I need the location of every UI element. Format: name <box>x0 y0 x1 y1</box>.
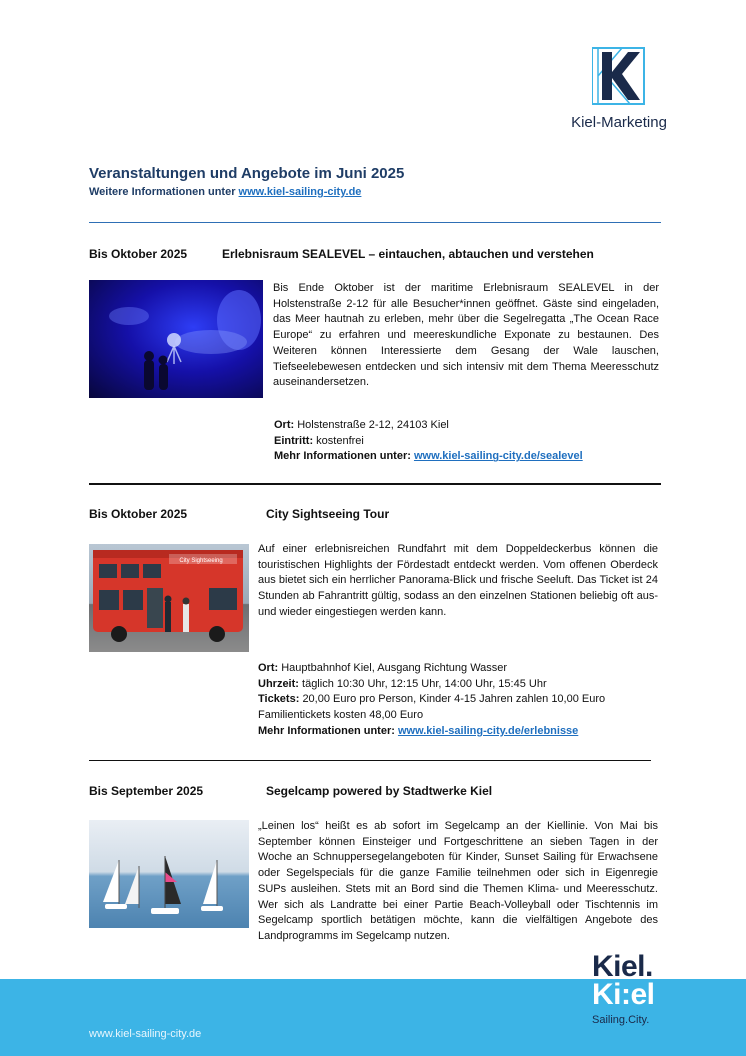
info-label: Mehr Informationen unter: <box>274 450 411 463</box>
ort-label: Ort: <box>258 662 279 674</box>
segelcamp-photo <box>89 820 249 928</box>
kiel-tagline: Sailing.City. <box>592 1014 650 1026</box>
event-1-title: Erlebnisraum SEALEVEL – eintauchen, abtauchen und verstehen <box>222 247 594 261</box>
page-subtitle <box>89 186 361 198</box>
event-2-title: City Sightseeing Tour <box>266 507 390 521</box>
ort-label: Ort: <box>274 419 295 431</box>
subtitle-prefix: Weitere Informationen unter <box>89 186 236 198</box>
footer-url[interactable]: www.kiel-sailing-city.de <box>89 1028 202 1040</box>
logo-text: Kiel-Marketing <box>571 114 667 131</box>
event-1-date: Bis Oktober 2025 <box>89 247 188 261</box>
event-1-eintritt: kostenfrei <box>316 434 364 447</box>
website-link[interactable]: www.kiel-sailing-city.de <box>238 186 362 198</box>
info-label: Mehr Informationen unter: <box>258 724 395 737</box>
tickets-label: Tickets: <box>258 693 300 706</box>
erlebnisse-link[interactable]: www.kiel-sailing-city.de/erlebnisse <box>397 724 579 737</box>
bus-sign-text: City Sightseeing <box>179 558 223 564</box>
event-2-ort: Hauptbahnhof Kiel, Ausgang Richtung Wasser <box>281 662 508 674</box>
page-title: Veranstaltungen und Angebote im Juni 2025 <box>89 165 405 182</box>
event-2-tickets: 20,00 Euro pro Person, Kinder 4-15 Jahren zahlen 10,00 Euro <box>302 693 606 706</box>
event-1-info <box>274 418 583 465</box>
sealevel-photo <box>89 280 263 398</box>
event-2-date: Bis Oktober 2025 <box>89 507 188 521</box>
kiel-sailing-city-logo <box>592 952 678 1026</box>
kiel-brand-top: Kiel. <box>592 950 653 983</box>
eintritt-label: Eintritt: <box>274 434 314 447</box>
kiel-marketing-logo <box>560 46 680 138</box>
event-1-description: Bis Ende Oktober ist der maritime Erlebnisraum SEALEVEL in der Holstenstraße 2-12 für alle Besucher*innen geöffnet. Gäste sind eingeladen, das Meer hautnah zu erleben, mehr über die Segelregatta „The Ocean Race Europe“ zu erfahren und meereskundliche Exponate zu bestaunen. Des Weiteren können Interessierte dem Gesang der Wale lauschen, Tiefseelebewesen entdecken und sich intensiv mit dem Thema Meeresschutz auseinandersetzen. <box>273 282 659 389</box>
sealevel-link[interactable]: www.kiel-sailing-city.de/sealevel <box>413 450 583 463</box>
event-3-date: Bis September 2025 <box>89 784 204 798</box>
event-3-title: Segelcamp powered by Stadtwerke Kiel <box>266 784 493 798</box>
event-3-description: „Leinen los“ heißt es ab sofort im Segelcamp an der Kiellinie. Von Mai bis September können Einsteiger und Fortgeschrittene an sieben Tagen in der Woche an Schnuppersegelangeboten für Kinder, Sunset Sailing für Erwachsene oder Segelspecials für die ganze Familie teilnehmen oder sich in Eigenregie SUPs ausleihen. Stets mit an Bord sind die Themen Klima- und Meeresschutz. Wer sich als Landratte bei einer Partie Beach-Volleyball oder Tischtennis im Segelcamp sportlich betätigen möchte, kann die vielfältigen Angebote des Landprogramms im Segelcamp nutzen. <box>258 820 658 942</box>
event-2-tickets-family: Familientickets kosten 48,00 Euro <box>258 709 424 722</box>
event-2-description: Auf einer erlebnisreichen Rundfahrt mit dem Doppeldeckerbus können die touristischen Highlights der Fördestadt entdeckt werden. Vom offenen Oberdeck aus bietet sich ein herrlicher Panorama-Blick und frische Seeluft. Das Ticket ist 24 Stunden ab Fahrantritt gültig, sodass an den einzelnen Stationen beliebig oft aus- und wieder eingestiegen werden kann. <box>258 543 658 618</box>
header-divider <box>89 222 661 223</box>
section-divider-2 <box>89 760 651 761</box>
event-1-ort: Holstenstraße 2-12, 24103 Kiel <box>297 419 449 431</box>
event-2-uhrzeit: täglich 10:30 Uhr, 12:15 Uhr, 14:00 Uhr, 15:45 Uhr <box>302 677 547 690</box>
kiel-brand-bottom: Ki:el <box>592 978 655 1011</box>
event-2-info <box>258 661 605 740</box>
section-divider-1 <box>89 483 661 485</box>
uhrzeit-label: Uhrzeit: <box>258 677 299 690</box>
k-logo-icon <box>592 46 646 106</box>
sightseeing-bus-photo <box>89 544 249 652</box>
